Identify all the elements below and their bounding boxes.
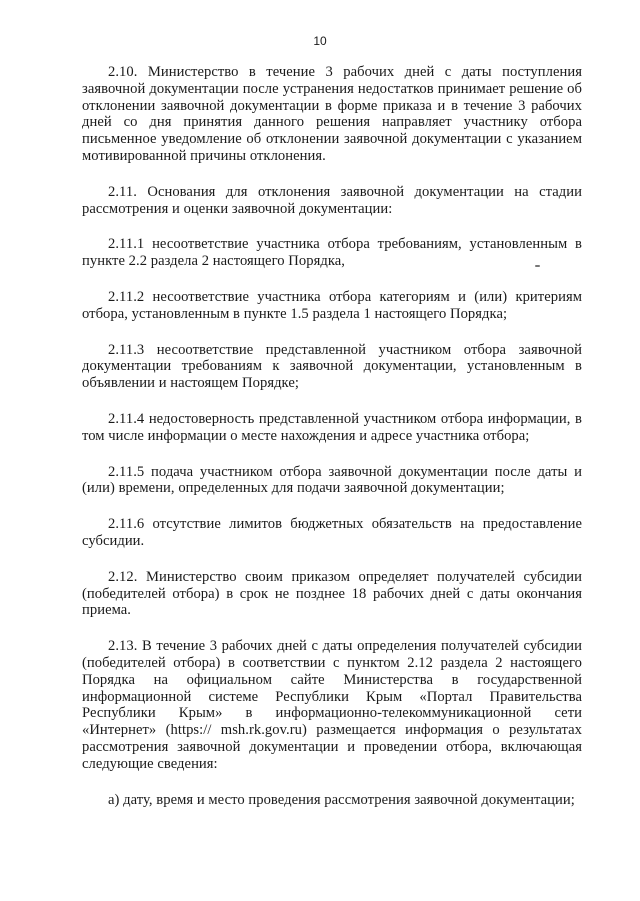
paragraph-2-11-1: 2.11.1 несоответствие участника отбора требованиям, установленным в пункте 2.2 раздела 2 настоящего Порядка, <box>82 236 582 270</box>
paragraph-2-11-2: 2.11.2 несоответствие участника отбора категориям и (или) критериям отбора, установленным в пункте 1.5 раздела 1 настоящего Порядка; <box>82 288 582 322</box>
paragraph-2-12: 2.12. Министерство своим приказом определяет получателей субсидии (победителей отбора) в срок не позднее 18 рабочих дней с даты окончания приема. <box>82 568 582 619</box>
paragraph-a: а) дату, время и место проведения рассмотрения заявочной документации; <box>108 791 575 808</box>
paragraph-2-11-3: 2.11.3 несоответствие представленной участником отбора заявочной документации требованиям к заявочной документации, установленным в объявлении и настоящем Порядке; <box>82 341 582 392</box>
paragraph-2-10: 2.10. Министерство в течение 3 рабочих дней с даты поступления заявочной документации после устранения недостатков принимает решение об отклонении заявочной документации в форме приказа и в течение 3 рабочих дней со дня принятия данного решения направляет участнику отбора письменное уведомление об отклонении заявочной документации с указанием мотивированной причины отклонения. <box>82 64 582 164</box>
paragraph-2-11-6: 2.11.6 отсутствие лимитов бюджетных обязательств на предоставление субсидии. <box>82 516 582 549</box>
paragraph-2-11-4: 2.11.4 недостоверность представленной участником отбора информации, в том числе информации о месте нахождения и адресе участника отбора; <box>82 410 582 444</box>
document-body <box>82 64 582 808</box>
page-number: 10 <box>313 34 327 48</box>
paragraph-2-13: 2.13. В течение 3 рабочих дней с даты определения получателей субсидии (победителей отбора) в соответствии с пунктом 2.12 раздела 2 настоящего Порядка на официальном сайте Министерства в государственной информационной системе Республики Крым «Портал Правительства Республики Крым» в информационно-телекоммуникационной сети «Интернет» (https:// msh.rk.gov.ru) размещается информация о результатах рассмотрения заявочной документации и проведении отбора, включающая следующие сведения: <box>82 638 582 772</box>
paragraph-2-11: 2.11. Основания для отклонения заявочной документации на стадии рассмотрения и оценки заявочной документации: <box>82 183 582 217</box>
scan-speck <box>535 265 540 267</box>
paragraph-2-11-5: 2.11.5 подача участником отбора заявочной документации после даты и (или) времени, определенных для подачи заявочной документации; <box>82 463 582 497</box>
